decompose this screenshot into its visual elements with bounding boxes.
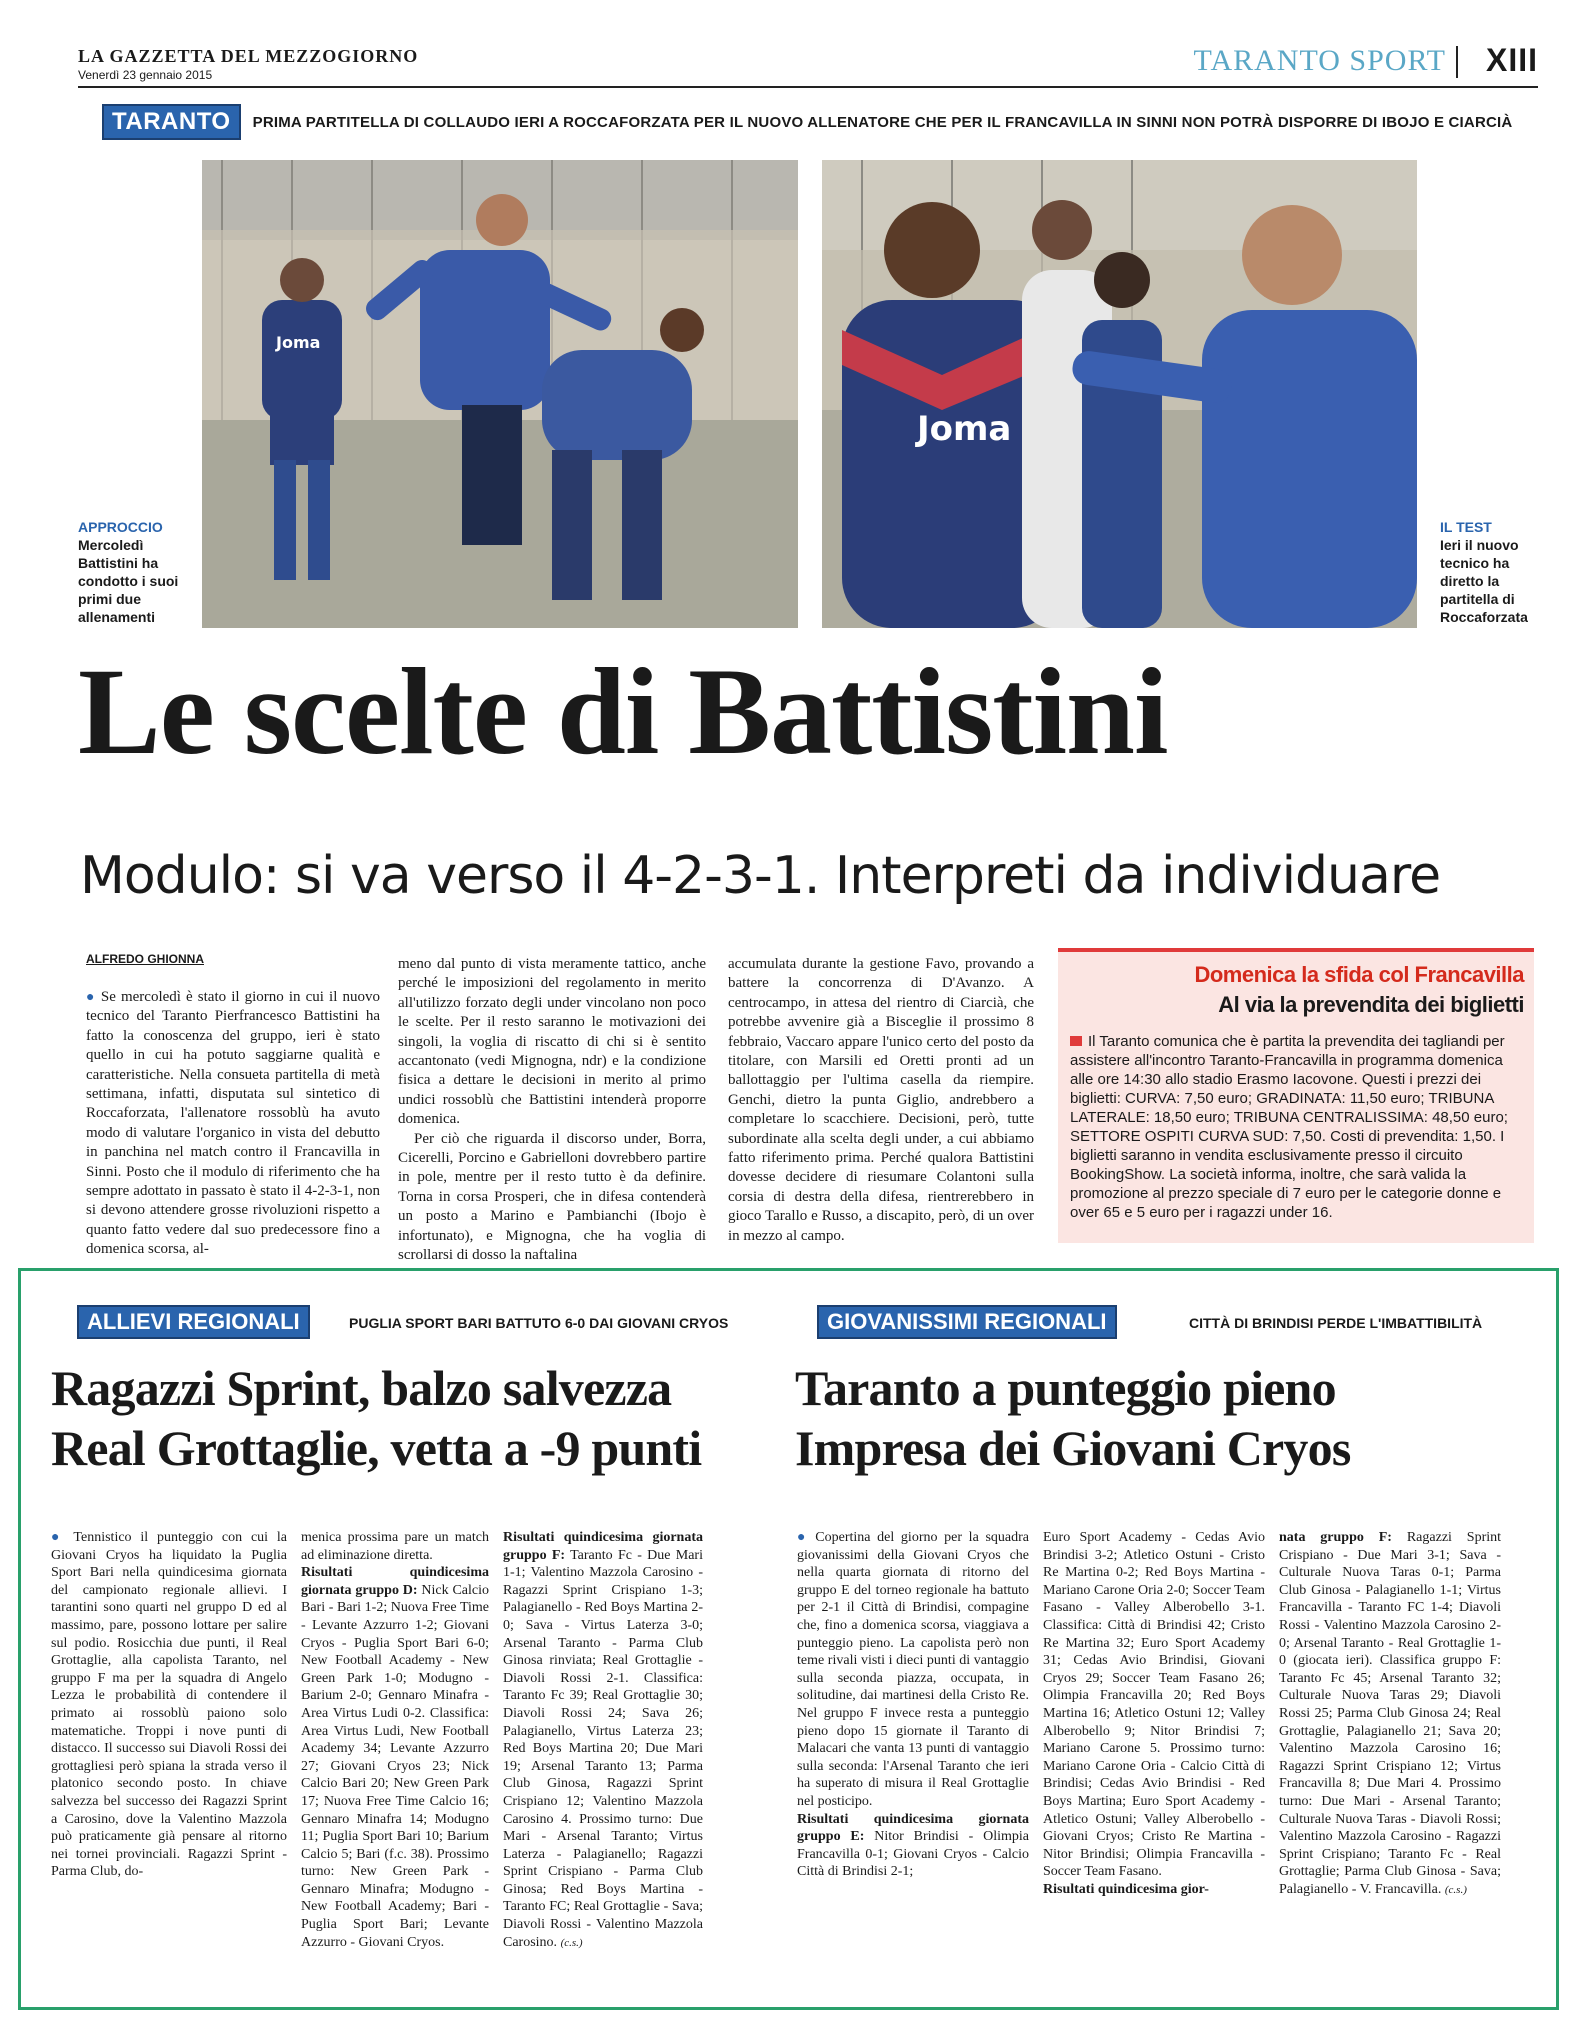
caption-left-text: Mercoledì Battistini ha condotto i suoi primi due allenamenti	[78, 537, 179, 625]
article-column-1	[86, 988, 380, 1260]
giovanissimi-col1-label: Risultati quindicesima giornata gruppo E:	[797, 1811, 1029, 1845]
allievi-tag: ALLIEVI REGIONALI	[77, 1305, 310, 1339]
allievi-signature: (c.s.)	[560, 1936, 583, 1949]
allievi-column-3	[503, 1529, 703, 1952]
photo-caption-left	[78, 518, 198, 626]
kicker-tag: TARANTO	[102, 104, 241, 140]
training-photo-left	[202, 160, 798, 628]
allievi-col2-intro: menica prossima pare un match ad eliminazione diretta.	[301, 1530, 489, 1563]
article-col2-paragraph-1: meno dal punto di vista meramente tattico, anche perché le imposizioni del regolamento in merito all'utilizzo forzato degli under vincolano non poco le scelte. Per il resto saranno le motivazioni dei singoli, la voglia di riscatto di chi si è sentito accantonato (vedi Mignogna, ndr) e la condizione fisica a dettare le decisioni in merito al primo undici rossoblù che Battistini intenderà proporre domenica.	[398, 956, 706, 1128]
caption-left-title: APPROCCIO	[78, 519, 163, 535]
giovanissimi-col1-text: Copertina del giorno per la squadra giovanissimi della Giovani Cryos che nella quarta giornata di ritorno del gruppo E del torneo regionale ha battuto per 2-1 il Città di Brindisi, compagine che, fino a domenica scorsa, viaggiava a punteggio pieno. La capolista però non teme rivali visti i dieci punti di vantaggio sulla seconda piazza, occupata, in solitudine, dai martinesi della Cristo Re. Nel gruppo F invece resta a punteggio pieno dopo 15 giornate il Taranto di Malacari che vanta 13 punti di vantaggio sulla seconda: l'Arsenal Taranto che ieri ha superato di misura il Real Grottaglie nel posticipo.	[797, 1530, 1029, 1809]
allievi-column-1	[51, 1529, 287, 1881]
giovanissimi-column-3	[1279, 1529, 1501, 1899]
page-masthead	[78, 40, 1538, 88]
allievi-col3-label: Risultati quindicesima giornata gruppo F:	[503, 1530, 703, 1563]
allievi-col2-label: Risultati quindicesima giornata gruppo D:	[301, 1565, 489, 1598]
allievi-col2-text: Nick Calcio Bari - Bari 1-2; Nuova Free Time - Levante Azzurro 1-2; Giovani Cryos - Puglia Sport Bari 6-0; New Football Academy - New Green Park 1-0; Modugno - Barium 2-0; Gennaro Minafra - Area Virtus Ludi 0-2. Classifica: Area Virtus Ludi, New Football Academy 34; Levante Azzurro 27; Giovani Cryos 23; Nick Calcio Bari 20; New Green Park 17; Nuova Free Time Calcio 16; Gennaro Minafra 14; Modugno 11; Puglia Sport Bari 10; Barium Calcio 5; Bari (f.c. 38). Prossimo turno: New Green Park - Gennaro Minafra; Modugno - New Football Academy; Bari - Puglia Sport Bari; Levante Azzurro - Giovani Cryos.	[301, 1582, 489, 1950]
giovanissimi-tag: GIOVANISSIMI REGIONALI	[817, 1305, 1117, 1339]
issue-date: Venerdì 23 gennaio 2015	[78, 68, 213, 82]
main-headline: Le scelte di Battistini	[78, 643, 1168, 780]
giovanissimi-headline-2: Impresa dei Giovani Cryos	[795, 1420, 1351, 1476]
giovanissimi-column-1	[797, 1529, 1029, 1881]
giovanissimi-kicker: CITTÀ DI BRINDISI PERDE L'IMBATTIBILITÀ	[1189, 1315, 1483, 1331]
bullet-icon: ●	[797, 1530, 809, 1545]
allievi-column-2	[301, 1529, 489, 1951]
article-column-2	[398, 955, 706, 1266]
main-subheadline: Modulo: si va verso il 4-2-3-1. Interpreti da individuare	[80, 846, 1441, 906]
bullet-icon: ●	[51, 1530, 65, 1545]
article-col2-paragraph-2: Per ciò che riguarda il discorso under, Borra, Cicerelli, Porcino e Gabrielloni dovrebbero partire in pole, mentre per il resto tutto è da definire. Torna in corsa Prosperi, che in difesa contenderà un posto a Marino e Pambianchi (Ibojo è infortunato), e Mignogna, che ha voglia di scrollarsi di dosso la naftalina	[398, 1130, 706, 1264]
training-photo-left-image	[202, 160, 798, 628]
square-bullet-icon	[1070, 1036, 1082, 1046]
masthead-divider	[1456, 46, 1458, 78]
allievi-headline-2: Real Grottaglie, vetta a -9 punti	[51, 1420, 702, 1476]
giovanissimi-col2-text: Euro Sport Academy - Cedas Avio Brindisi 3-2; Atletico Ostuni - Cristo Re Martina 0-2; Red Boys Martina - Mariano Carone Oria 2-0; Soccer Team Fasano - Valley Alberobello 3-1. Classifica: Città di Brindisi 42; Cristo Re Martina 32; Euro Sport Academy 31; Cedas Avio Brindisi, Giovani Cryos 29; Soccer Team Fasano 26; Olimpia Francavilla 20; Red Boys Martina 16; Atletico Ostuni 12; Valley Alberobello 9; Nitor Brindisi 7; Mariano Carone 5. Prossimo turno: Mariano Carone Oria - Calcio Città di Brindisi; Cedas Avio Brindisi - Red Boys Martina; Euro Sport Academy - Atletico Ostuni; Valley Alberobello - Giovani Cryos; Cristo Re Martina - Nitor Brindisi; Olimpia Francavilla - Soccer Team Fasano.	[1043, 1530, 1265, 1880]
giovanissimi-col2-label: Risultati quindicesima gior-	[1043, 1881, 1209, 1897]
section-title: TARANTO SPORT	[1193, 44, 1446, 77]
allievi-headline-1: Ragazzi Sprint, balzo salvezza	[51, 1360, 672, 1416]
caption-right-text: Ieri il nuovo tecnico ha diretto la partitella di Roccaforzata	[1440, 537, 1528, 625]
training-photo-right-image	[822, 160, 1417, 628]
article-col1-text: Se mercoledì è stato il giorno in cui il nuovo tecnico del Taranto Pierfrancesco Battistini ha fatto la conoscenza del gruppo, ieri è stato quello in cui ha potuto saggiarne qualità e caratteristiche. Nella consueta partitella di metà settimana, infatti, disputata sul sintetico di Roccaforzata, l'allenatore rossoblù ha avuto modo di valutare l'organico in vista del debutto in panchina nel match contro il Francavilla in Sinni. Posto che il modulo di riferimento che ha sempre adottato in passato è stato il 4-2-3-1, non si devono attendere grosse rivoluzioni rispetto a quanto fatto vedere dal suo predecessore fino a domenica scorsa, al-	[86, 989, 380, 1258]
allievi-kicker: PUGLIA SPORT BARI BATTUTO 6-0 DAI GIOVANI CRYOS	[349, 1315, 729, 1331]
box-subtitle: Al via la prevendita dei biglietti	[1218, 992, 1524, 1017]
article-column-3: accumulata durante la gestione Favo, provando a battere la concorrenza di D'Avanzo. A centrocampo, in attesa del rientro di Ciarcià, che potrebbe avvenire già a Bisceglie il prossimo 8 febbraio, Vaccaro appare l'unico certo del posto da titolare, con Marsili ed Oretti pronti ad un ballottaggio per l'ultima casella da riempire. Genchi, dietro la punta Giglio, andrebbero a completare lo scacchiere. Decisioni, però, tutte subordinate alla scelta degli under, a cui abbiamo fatto riferimento prima. Perché qualora Battistini dovesse decidere di riesumare Colantoni sulla corsia di destra della difesa, rientrerebbero in gioco Tarallo e Russo, a discapito, però, di un over in mezzo al campo.	[728, 956, 1034, 1244]
photo-caption-right	[1440, 518, 1550, 626]
newspaper-name: LA GAZZETTA DEL MEZZOGIORNO	[78, 46, 419, 66]
giovanissimi-col1-tail: Nitor Brindisi - Olimpia Francavilla 0-1; Giovani Cryos - Calcio Città di Brindisi 2-1;	[797, 1829, 1030, 1880]
giovanissimi-headline-1: Taranto a punteggio pieno	[795, 1360, 1336, 1416]
giovanissimi-signature: (c.s.)	[1444, 1883, 1467, 1896]
youth-results-section	[18, 1268, 1559, 2010]
box-body-text: Il Taranto comunica che è partita la prevendita dei tagliandi per assistere all'incontro Taranto-Francavilla in programma domenica alle ore 14:30 allo stadio Erasmo Iacovone. Questi i prezzi dei biglietti: CURVA: 7,50 euro; GRADINATA: 11,50 euro; TRIBUNA LATERALE: 18,50 euro; TRIBUNA CENTRALISSIMA: 48,50 euro; SETTORE OSPITI CURVA SUD: 7,50. Costi di prevendita: 1,50. I biglietti saranno in vendita esclusivamente presso il circuito BookingShow. La società informa, inoltre, che sarà valida la promozione al prezzo speciale di 7 euro per le categorie donne e over 65 e 5 euro per i ragazzi under 16.	[1070, 1033, 1508, 1221]
box-title: Domenica la sfida col Francavilla	[1194, 962, 1524, 987]
giovanissimi-col3-text: Ragazzi Sprint Crispiano - Due Mari 3-1; Sava - Culturale Nuova Taras 0-1; Parma Club Ginosa - Palagianello 1-1; Virtus Francavilla - Taranto FC 1-4; Diavoli Rossi - Valentino Mazzola Carosino 2-0; Arsenal Taranto - Real Grottaglie 1-0 (giocata ieri). Classifica gruppo F: Taranto Fc 45; Arsenal Taranto 32; Culturale Nuova Taras 29; Diavoli Rossi 25; Parma Club Ginosa 24; Real Grottaglie, Palagianello 21; Sava 20; Valentino Mazzola Carosino 16; Ragazzi Sprint Crispiano 12; Virtus Francavilla 8; Due Mari 4. Prossimo turno: Due Mari - Arsenal Taranto; Culturale Nuova Taras - Diavoli Rossi; Valentino Mazzola Carosino - Ragazzi Sprint Crispiano; Taranto Fc - Real Grottaglie; Parma Club Ginosa - Sava; Palagianello - V. Francavilla.	[1279, 1530, 1502, 1897]
ticket-sale-box	[1058, 948, 1534, 1243]
article-byline: ALFREDO GHIONNA	[86, 952, 204, 966]
article-kicker	[102, 105, 1512, 139]
giovanissimi-column-2	[1043, 1529, 1265, 1898]
page-number: XIII	[1485, 42, 1538, 78]
allievi-col3-text: Taranto Fc - Due Mari 1-1; Valentino Mazzola Carosino - Ragazzi Sprint Crispiano 1-3; Palagianello - Red Boys Martina 2-0; Sava - Virtus Laterza 3-0; Arsenal Taranto - Parma Club Ginosa rinviata; Real Grottaglie - Diavoli Rossi 2-1. Classifica: Taranto Fc 39; Real Grottaglie 30; Diavoli Rossi 24; Sava 26; Palagianello, Virtus Laterza 23; Red Boys Martina 20; Due Mari 19; Arsenal Taranto 13; Parma Club Ginosa, Ragazzi Sprint Crispiano 12; Valentino Mazzola Carosino 4. Prossimo turno: Due Mari - Arsenal Taranto; Virtus Laterza - Palagianello; Ragazzi Sprint Crispiano - Parma Club Ginosa; Red Boys Martina - Taranto FC; Real Grottaglie - Sava; Diavoli Rossi - Valentino Mazzola Carosino.	[503, 1547, 703, 1950]
bullet-icon: ●	[86, 990, 96, 1005]
right-shirt-label: Joma	[917, 409, 1012, 449]
allievi-col1-text: Tennistico il punteggio con cui la Giovani Cryos ha liquidato la Puglia Sport Bari nella quindicesima giornata del campionato regionale allievi. I tarantini sono quarti nel gruppo D ed al massimo, pare, possono lottare per salire sul podio. Rosicchia due punti, il Real Grottaglie, alla capolista Taranto, nel gruppo F ma per la squadra di Angelo Lezza le probabilità di contendere il primato ai rossoblù paiono solo matematiche. Troppi i nove punti di distacco. Il successo sui Diavoli Rossi dei grottagliesi però spiana la strada verso il platonico secondo posto. In chiave salvezza bel successo dei Ragazzi Sprint a Carosino, dove la Valentino Mazzola può praticamente già pensare al ritorno nei tornei provinciali. Ragazzi Sprint - Parma Club, do-	[51, 1530, 287, 1880]
caption-right-title: IL TEST	[1440, 519, 1492, 535]
giovanissimi-col3-label: nata gruppo F:	[1279, 1530, 1392, 1545]
left-shirt-label: Joma	[276, 333, 321, 352]
kicker-text: PRIMA PARTITELLA DI COLLAUDO IERI A ROCCAFORZATA PER IL NUOVO ALLENATORE CHE PER IL FRANCAVILLA IN SINNI NON POTRÀ DISPORRE DI IBOJO E CIARCIÀ	[252, 113, 1513, 131]
training-photo-right	[822, 160, 1417, 628]
box-body	[1070, 1032, 1522, 1222]
